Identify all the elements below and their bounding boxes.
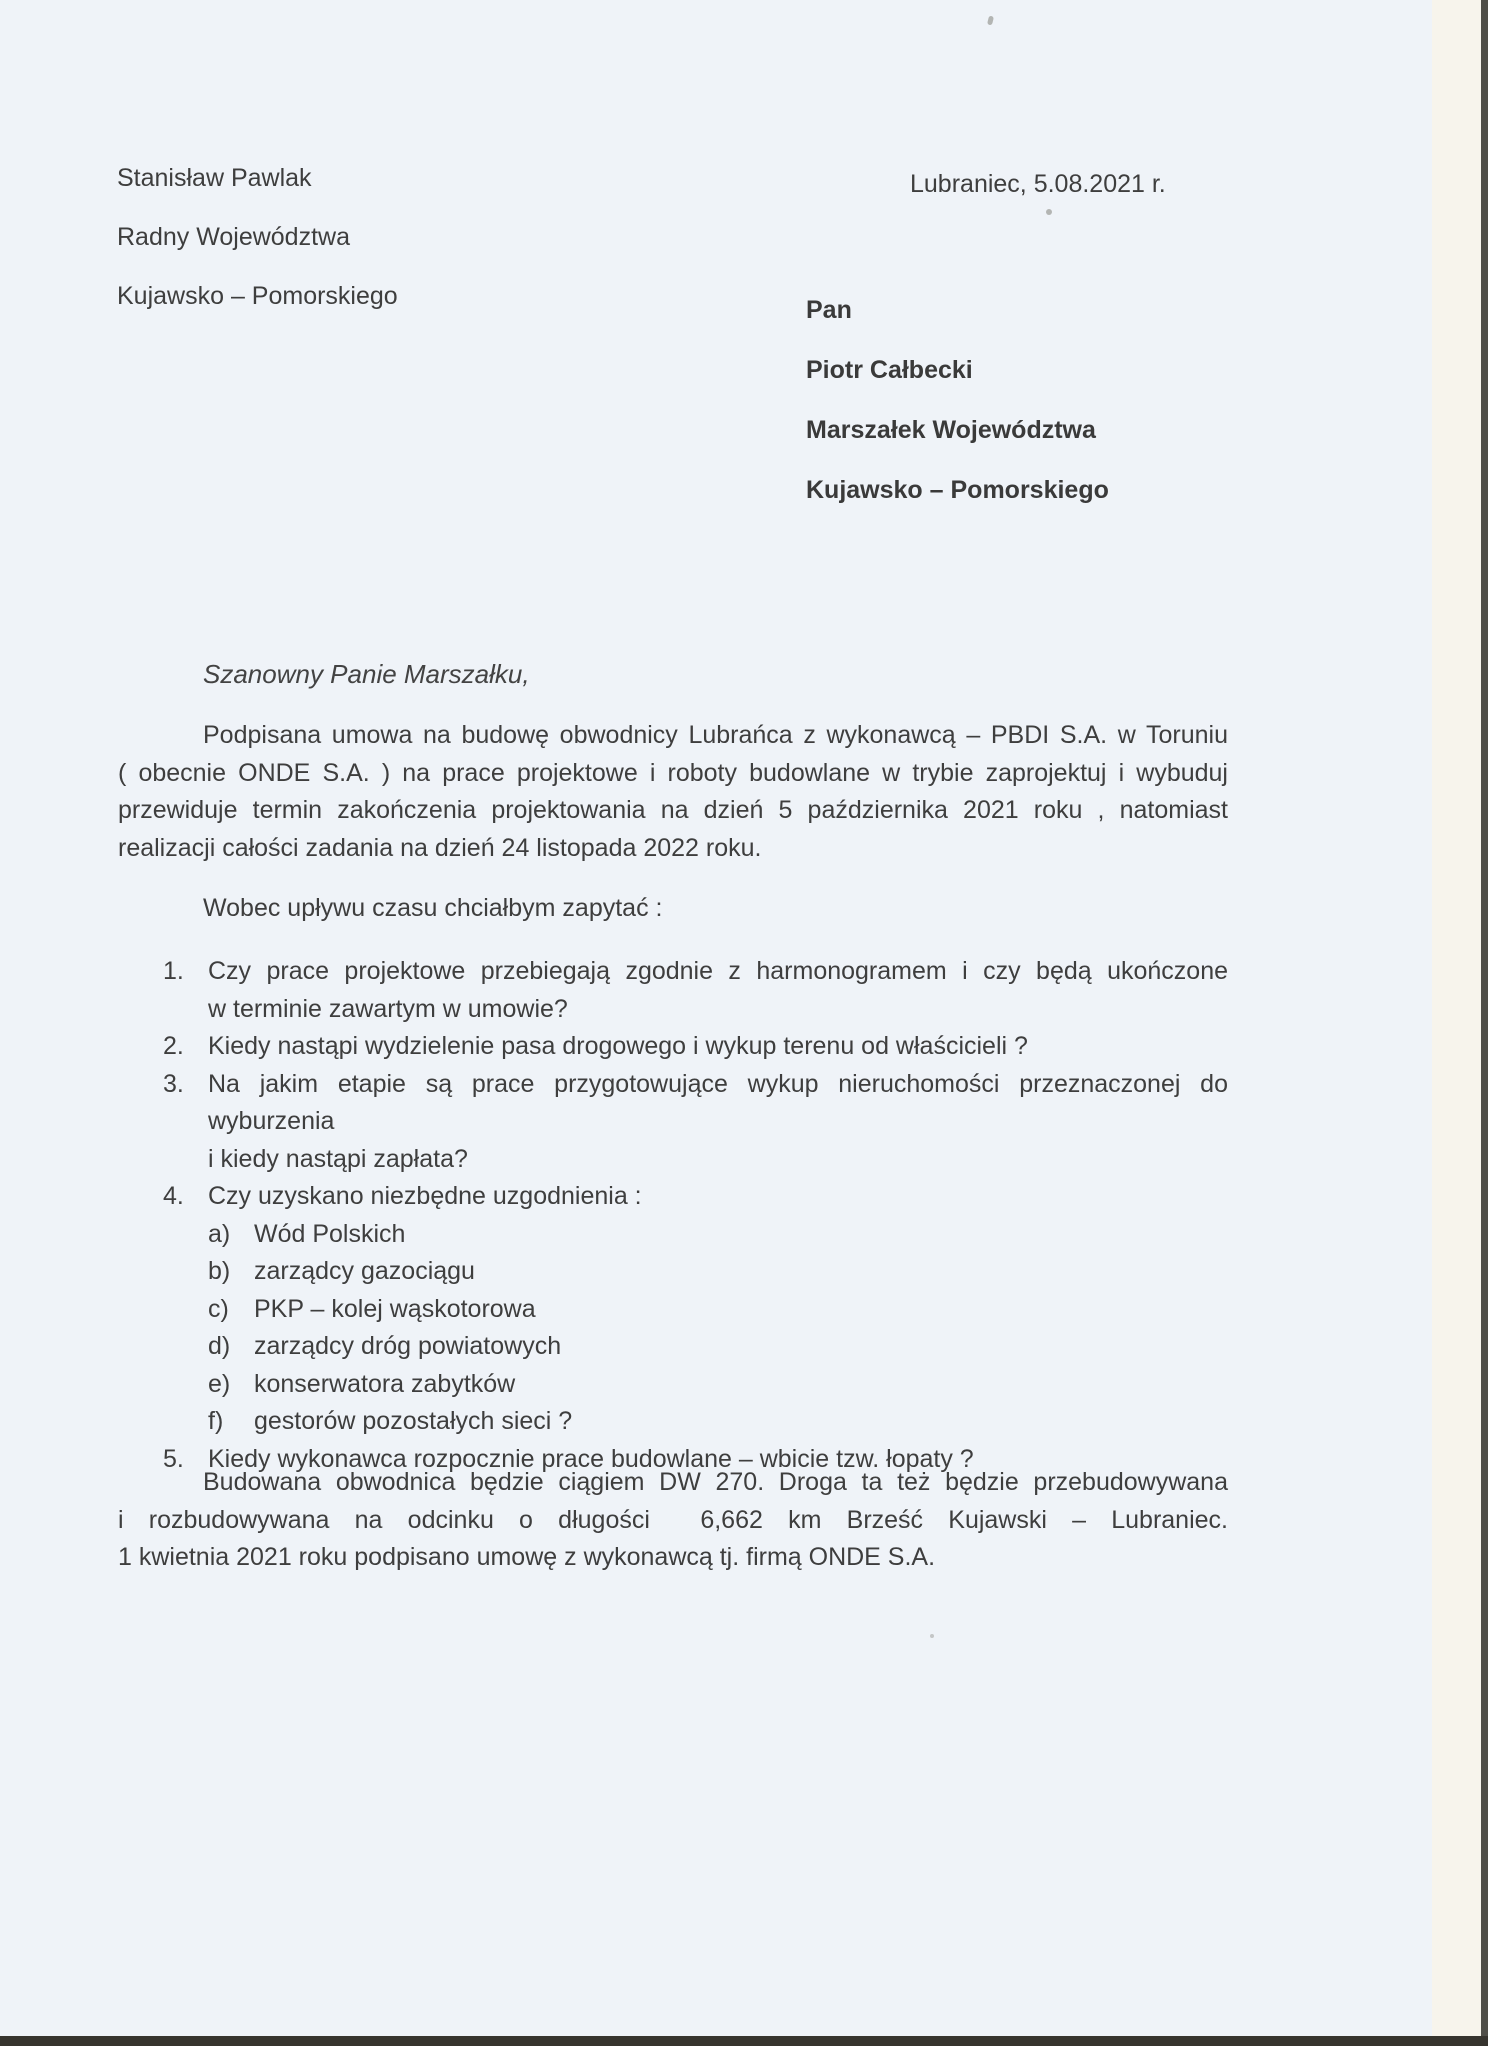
addressee-honorific: Pan: [806, 296, 852, 324]
sublist-item: [118, 1366, 1228, 1404]
addressee-name: Piotr Całbecki: [806, 356, 973, 384]
sender-region: Kujawsko – Pomorskiego: [117, 282, 398, 310]
paragraph-2-line: Budowana obwodnica będzie ciągiem DW 270. Droga ta też będzie przebudowywana: [203, 1468, 1228, 1496]
paragraph-2: [118, 1464, 1228, 1577]
sublist-text: Wód Polskich: [254, 1219, 406, 1248]
list-item: [118, 953, 1228, 991]
sender-block: [117, 149, 398, 326]
sender-title: Radny Województwa: [117, 223, 350, 251]
list-text: Czy uzyskano niezbędne uzgodnienia :: [208, 1182, 642, 1210]
scan-edge-right: [1481, 0, 1488, 2046]
paragraph-1-line: realizacji całości zadania na dzień 24 listopada 2022 roku.: [118, 833, 762, 862]
addressee-block: [806, 280, 1109, 520]
list-text: Na jakim etapie są prace przygotowujące wykup nieruchomości przeznaczonej do wyburzenia: [208, 1069, 1235, 1135]
paragraph-2-line: i rozbudowywana na odcinku o długości 6,662 km Brześć Kujawski – Lubraniec.: [118, 1505, 1228, 1534]
salutation: Szanowny Panie Marszałku,: [203, 659, 530, 689]
question-list: [118, 953, 1235, 1478]
paragraph-1: [118, 717, 1228, 867]
sublist-item: [118, 1216, 1228, 1254]
list-text: Kiedy wykonawca rozpocznie prace budowlane – wbicie tzw. łopaty ?: [208, 1444, 974, 1473]
sublist-item: [118, 1291, 1228, 1329]
list-marker: 1.: [163, 957, 184, 985]
scan-edge-strip: [1432, 0, 1481, 2046]
list-item: [118, 1066, 1235, 1141]
date-line: Lubraniec, 5.08.2021 r.: [910, 170, 1166, 198]
list-text: i kiedy nastąpi zapłata?: [208, 1144, 468, 1173]
paragraph-2-line: 1 kwietnia 2021 roku podpisano umowę z wykonawcą tj. firmą ONDE S.A.: [118, 1543, 936, 1571]
list-marker: 4.: [163, 1182, 184, 1210]
list-marker: 5.: [163, 1444, 184, 1473]
sublist-marker: a): [208, 1219, 231, 1248]
list-item: [118, 1028, 1228, 1066]
paragraph-1-line: Podpisana umowa na budowę obwodnicy Lubrańca z wykonawcą – PBDI S.A. w Toruniu: [203, 721, 1228, 749]
paragraph-1-line: ( obecnie ONDE S.A. ) na prace projektowe i roboty budowlane w trybie zaprojektuj i wybuduj: [118, 758, 1228, 787]
sublist-marker: f): [208, 1407, 224, 1435]
sublist-text: konserwatora zabytków: [254, 1369, 516, 1398]
list-text: w terminie zawartym w umowie?: [208, 994, 568, 1023]
paragraph-1-line: przewiduje termin zakończenia projektowania na dzień 5 października 2021 roku , natomiast: [118, 796, 1228, 824]
addressee-title: Marszałek Województwa: [806, 416, 1096, 444]
addressee-region: Kujawsko – Pomorskiego: [806, 476, 1109, 504]
list-text: Kiedy nastąpi wydzielenie pasa drogowego i wykup terenu od właścicieli ?: [208, 1032, 1028, 1060]
sublist-text: zarządcy gazociągu: [254, 1257, 475, 1285]
scan-speck: [1046, 209, 1052, 215]
scan-edge-bottom: [0, 2036, 1488, 2046]
sublist-marker: b): [208, 1257, 231, 1285]
sublist-marker: c): [208, 1294, 229, 1323]
scan-speck: [987, 16, 994, 26]
list-text: Czy prace projektowe przebiegają zgodnie z harmonogramem i czy będą ukończone: [208, 957, 1228, 985]
scan-speck: [930, 1634, 934, 1638]
list-marker: 3.: [163, 1069, 184, 1098]
sublist-text: PKP – kolej wąskotorowa: [254, 1294, 536, 1323]
sublist-item: [118, 1253, 1228, 1291]
list-marker: 2.: [163, 1032, 184, 1060]
sublist-marker: d): [208, 1332, 231, 1360]
list-item-continuation: [118, 991, 1228, 1029]
sender-name: Stanisław Pawlak: [117, 164, 312, 192]
sublist-marker: e): [208, 1369, 231, 1398]
question-intro: Wobec upływu czasu chciałbym zapytać :: [203, 894, 663, 922]
sublist-item: [118, 1403, 1228, 1441]
sublist-item: [118, 1328, 1228, 1366]
sublist-text: zarządcy dróg powiatowych: [254, 1332, 562, 1360]
list-item: [118, 1178, 1228, 1216]
sublist-text: gestorów pozostałych sieci ?: [254, 1407, 573, 1435]
list-item-continuation: [118, 1141, 1228, 1179]
